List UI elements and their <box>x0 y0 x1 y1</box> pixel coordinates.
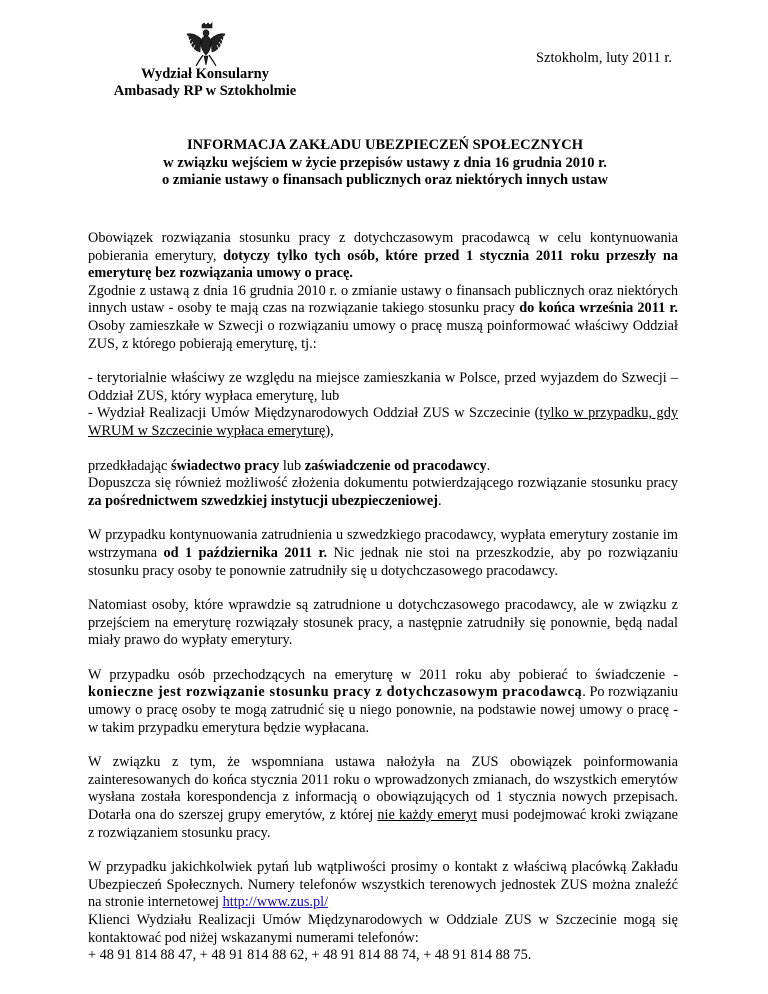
sender-department: Wydział Konsularny <box>141 66 269 82</box>
text: W przypadku osób przechodzących na emeryturę w 2011 roku aby pobierać to świadczenie - <box>88 666 678 683</box>
bold-text: dotyczy tylko tych osób, które przed 1 stycznia 2011 roku przeszły na emeryturę bez rozwiązania umowy o pracę. <box>88 247 679 282</box>
underlined-text: tylko w przypadku, gdy WRUM w Szczecinie wypłaca emeryturę <box>88 405 678 439</box>
phone-numbers: + 48 91 814 88 47, + 48 91 814 88 62, + 48 91 814 88 74, + 48 91 814 88 75. <box>88 947 532 964</box>
paragraph-swedish-employer <box>88 527 678 580</box>
text: . <box>437 492 442 509</box>
text: ), <box>325 422 334 439</box>
text: Dopuszcza się również możliwość złożenia dokumentu potwierdzającego rozwiązanie stosunku pracy <box>88 475 678 492</box>
text: Nic jednak nie stoi na przeszkodzie, aby po rozwiązaniu stosunku pracy osoby te ponownie zatrudniły się u dotychczasowego pracodawcy. <box>88 544 678 579</box>
place-and-date: Sztokholm, luty 2011 r. <box>535 50 672 66</box>
sender-block <box>90 66 320 100</box>
text: Osoby zamieszkałe w Szwecji o rozwiązaniu umowy o pracę muszą poinformować właściwy Oddział ZUS, z którego pobierają emeryturę, tj.: <box>88 317 678 352</box>
title-line-2: w związku wejściem w życie przepisów ustawy z dnia 16 grudnia 2010 r. <box>163 154 607 171</box>
title-line-3: o zmianie ustawy o finansach publicznych oraz niektórych innych ustaw <box>162 172 608 188</box>
text: Klienci Wydziału Realizacji Umów Międzynarodowych w Oddziale ZUS w Szczecinie mogą się kontaktować pod niżej wskazanymi numerami telefonów: <box>88 912 678 946</box>
text: Zgodnie z ustawą z dnia 16 grudnia 2010 r. o zmianie ustawy o finansach publicznych oraz niektórych innych ustaw - osoby te mają czas na rozwiązanie takiego stosunku pracy <box>88 282 678 317</box>
paragraph-contact <box>88 859 678 965</box>
document-body <box>88 230 678 982</box>
text: przedkładając <box>88 457 171 474</box>
bold-text: od 1 października 2011 r. <box>163 544 328 561</box>
polish-eagle-emblem-icon <box>185 22 227 68</box>
text: . Po rozwiązaniu umowy o pracę osoby te mogą zatrudnić się u niego ponownie, na podstawie nowej umowy o pracę - w takim przypadku emerytura będzie wypłacana. <box>88 684 678 736</box>
paragraph-zus-branches <box>88 370 678 440</box>
text: - terytorialnie właściwy ze względu na miejsce zamieszkania w Polsce, przed wyjazdem do Szwecji – Oddział ZUS, który wypłaca emeryturę, lub <box>88 370 678 404</box>
bold-text: świadectwo pracy <box>170 457 280 474</box>
bold-text: zaświadczenie od pracodawcy <box>304 457 487 474</box>
paragraph-reemployed <box>88 597 678 650</box>
text: musi podejmować kroki związane z rozwiązaniem stosunku pracy. <box>88 807 678 841</box>
paragraph-correspondence <box>88 754 678 842</box>
text: - Wydział Realizacji Umów Międzynarodowych Oddział ZUS w Szczecinie ( <box>88 405 540 422</box>
bold-text: za pośrednictwem szwedzkiej instytucji ubezpieczeniowej <box>88 492 438 509</box>
paragraph-obligation <box>88 230 678 353</box>
bold-text: konieczne jest rozwiązanie stosunku pracy z dotychczasowym pracodawcą <box>88 684 583 701</box>
document-title <box>80 137 690 190</box>
title-line-1: INFORMACJA ZAKŁADU UBEZPIECZEŃ SPOŁECZNYCH <box>187 137 583 153</box>
text: Obowiązek rozwiązania stosunku pracy z dotychczasowym pracodawcą w celu kontynuowania pobierania emerytury, <box>88 230 678 264</box>
text: W przypadku jakichkolwiek pytań lub wątpliwości prosimy o kontakt z właściwą placówką Zakładu Ubezpieczeń Społecznych. Numery telefonów wszystkich terenowych jednostek ZUS można znaleźć na stronie internetowej <box>88 859 678 911</box>
underlined-text: nie każdy emeryt <box>377 807 478 824</box>
text: W przypadku kontynuowania zatrudnienia u szwedzkiego pracodawcy, wypłata emerytury zostanie im wstrzymana <box>88 527 678 561</box>
text: . <box>486 457 491 474</box>
zus-website-link[interactable]: http://www.zus.pl/ <box>222 894 329 911</box>
sender-embassy: Ambasady RP w Sztokholmie <box>113 83 297 99</box>
bold-text: do końca września 2011 r. <box>519 300 678 317</box>
paragraph-documents <box>88 458 678 511</box>
text: lub <box>279 457 305 474</box>
text: W związku z tym, że wspomniana ustawa nałożyła na ZUS obowiązek poinformowania zainteresowanych do końca stycznia 2011 roku o wprowadzonych zmianach, do wszystkich emerytów wysłana została korespondencja z informacją o obowiązujących od 1 stycznia nowych przepisach. Dotarła ona do szerszej grupy emerytów, z której <box>88 754 678 824</box>
paragraph-2011-retirees <box>88 667 678 737</box>
text: Natomiast osoby, które wprawdzie są zatrudnione u dotychczasowego pracodawcy, ale w związku z przejściem na emeryturę rozwiązały stosunek pracy, a następnie zatrudniły się ponownie, będą nadal miały prawo do wypłaty emerytury. <box>88 597 678 649</box>
